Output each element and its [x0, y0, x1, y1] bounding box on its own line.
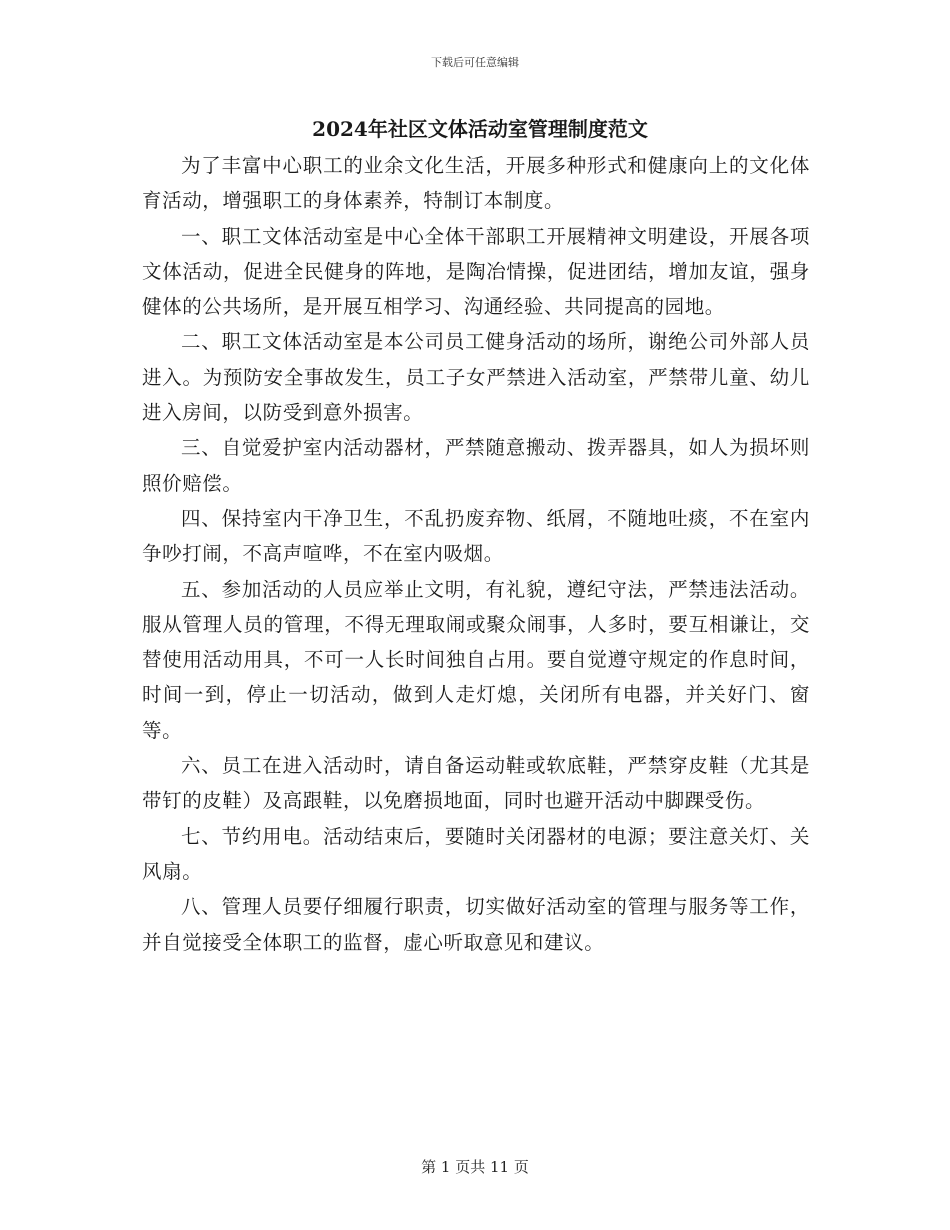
paragraph-rule-7: 七、节约用电。活动结束后，要随时关闭器材的电源；要注意关灯、关风扇。 [142, 824, 810, 883]
document-title: 2024年社区文体活动室管理制度范文 [312, 117, 648, 141]
paragraph-rule-1: 一、职工文体活动室是中心全体干部职工开展精神文明建设，开展各项文体活动，促进全民健身的阵地，是陶冶情操，促进团结，增加友谊，强身健体的公共场所，是开展互相学习、沟通经验、共同提高的园地。 [142, 224, 810, 319]
paragraph-rule-2: 二、职工文体活动室是本公司员工健身活动的场所，谢绝公司外部人员进入。为预防安全事故发生，员工子女严禁进入活动室，严禁带儿童、幼儿进入房间，以防受到意外损害。 [142, 330, 810, 425]
page-number: 第 1 页共 11 页 [421, 1158, 529, 1176]
paragraph-rule-8: 八、管理人员要仔细履行职责，切实做好活动室的管理与服务等工作，并自觉接受全体职工的监督，虚心听取意见和建议。 [142, 895, 810, 954]
paragraph-intro: 为了丰富中心职工的业余文化生活，开展多种形式和健康向上的文化体育活动，增强职工的身体素养，特制订本制度。 [142, 154, 810, 213]
paragraph-rule-6: 六、员工在进入活动时，请自备运动鞋或软底鞋，严禁穿皮鞋（尤其是带钉的皮鞋）及高跟鞋，以免磨损地面，同时也避开活动中脚踝受伤。 [142, 754, 810, 813]
paragraph-rule-4: 四、保持室内干净卫生，不乱扔废弃物、纸屑，不随地吐痰，不在室内争吵打闹，不高声喧哗，不在室内吸烟。 [142, 506, 810, 566]
paragraph-rule-3: 三、自觉爱护室内活动器材，严禁随意搬动、拨弄器具，如人为损坏则照价赔偿。 [142, 436, 810, 495]
paragraph-rule-5: 五、参加活动的人员应举止文明，有礼貌，遵纪守法，严禁违法活动。服从管理人员的管理，不得无理取闹或聚众闹事，人多时，要互相谦让，交替使用活动用具，不可一人长时间独自占用。要自觉遵守规定的作息时间，时间一到，停止一切活动，做到人走灯熄，关闭所有电器，并关好门、窗等。 [142, 577, 810, 742]
document-body [142, 148, 810, 960]
page-header-note: 下载后可任意编辑 [431, 56, 519, 69]
